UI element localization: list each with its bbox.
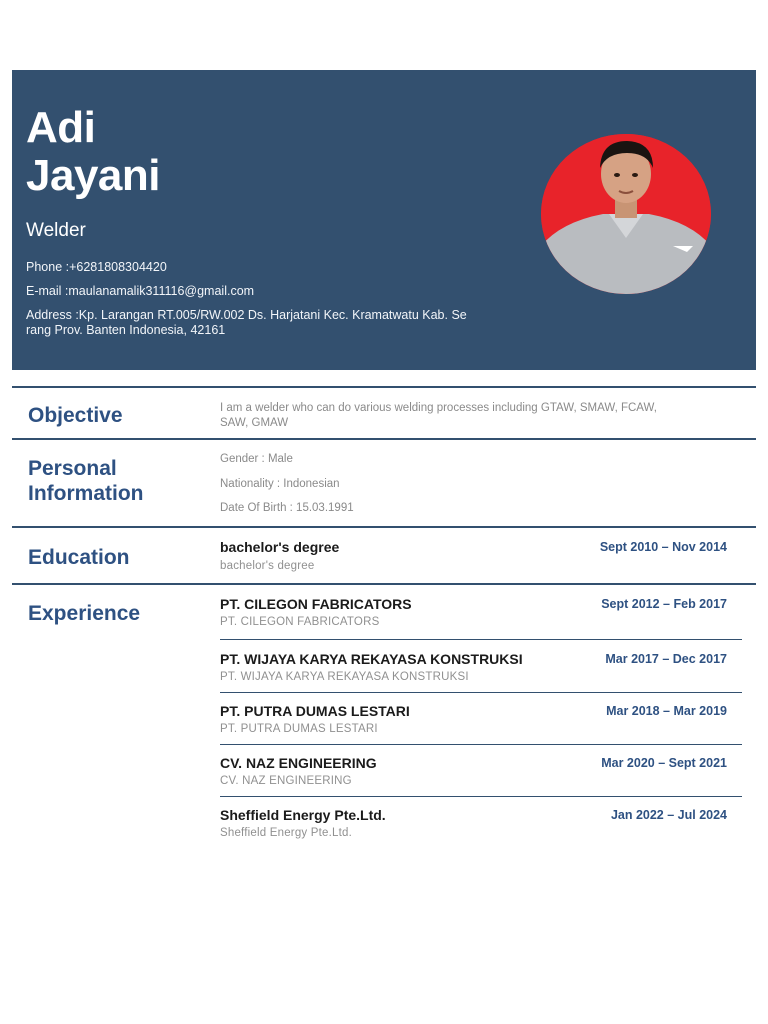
first-name: Adi bbox=[26, 103, 96, 152]
nationality-field: Nationality : Indonesian bbox=[220, 478, 340, 490]
experience-company-sub: PT. CILEGON FABRICATORS bbox=[220, 616, 380, 628]
experience-company: Sheffield Energy Pte.Ltd. bbox=[220, 807, 386, 823]
dob-field: Date Of Birth : 15.03.1991 bbox=[220, 502, 354, 514]
entry-divider bbox=[220, 744, 742, 745]
section-divider bbox=[12, 583, 756, 585]
section-divider bbox=[12, 438, 756, 440]
experience-company-sub: PT. PUTRA DUMAS LESTARI bbox=[220, 723, 378, 735]
experience-company: PT. CILEGON FABRICATORS bbox=[220, 596, 412, 612]
job-title: Welder bbox=[26, 220, 86, 241]
education-degree: bachelor's degree bbox=[220, 539, 340, 555]
phone-text: Phone :+6281808304420 bbox=[26, 260, 167, 274]
entry-divider bbox=[220, 796, 742, 797]
address-line-2: rang Prov. Banten Indonesia, 42161 bbox=[26, 323, 226, 337]
experience-company-sub: Sheffield Energy Pte.Ltd. bbox=[220, 827, 353, 839]
experience-company: PT. WIJAYA KARYA REKAYASA KONSTRUKSI bbox=[220, 651, 523, 667]
education-heading: Education bbox=[28, 546, 130, 569]
email-text: E-mail :maulanamalik311116@gmail.com bbox=[26, 284, 255, 298]
experience-company: PT. PUTRA DUMAS LESTARI bbox=[220, 703, 410, 719]
experience-company-sub: PT. WIJAYA KARYA REKAYASA KONSTRUKSI bbox=[220, 671, 469, 683]
personal-info-heading bbox=[28, 456, 144, 506]
objective-line-1: I am a welder who can do various welding processes including GTAW, SMAW, FCAW, bbox=[220, 402, 657, 414]
personal-heading-line-1: Personal bbox=[28, 457, 117, 480]
experience-company: CV. NAZ ENGINEERING bbox=[220, 755, 377, 771]
experience-dates: Mar 2020 – Sept 2021 bbox=[601, 756, 727, 770]
profile-photo bbox=[541, 134, 711, 294]
section-divider bbox=[12, 526, 756, 528]
education-degree-sub: bachelor's degree bbox=[220, 560, 315, 572]
address-line-1: Address :Kp. Larangan RT.005/RW.002 Ds. Harjatani Kec. Kramatwatu Kab. Se bbox=[26, 308, 467, 322]
education-dates: Sept 2010 – Nov 2014 bbox=[599, 540, 727, 554]
objective-heading: Objective bbox=[28, 404, 123, 427]
experience-dates: Jan 2022 – Jul 2024 bbox=[610, 808, 727, 822]
experience-dates: Mar 2018 – Mar 2019 bbox=[606, 704, 727, 718]
experience-dates: Sept 2012 – Feb 2017 bbox=[601, 597, 727, 611]
entry-divider bbox=[220, 692, 742, 693]
last-name: Jayani bbox=[26, 151, 160, 200]
gender-field: Gender : Male bbox=[220, 453, 293, 465]
experience-company-sub: CV. NAZ ENGINEERING bbox=[220, 775, 352, 787]
personal-heading-line-2: Information bbox=[28, 482, 144, 505]
section-divider bbox=[12, 386, 756, 388]
objective-line-2: SAW, GMAW bbox=[220, 417, 289, 429]
person-portrait-icon bbox=[541, 134, 711, 294]
resume-header bbox=[12, 70, 756, 370]
candidate-name bbox=[26, 104, 160, 200]
experience-heading: Experience bbox=[28, 602, 141, 625]
entry-divider bbox=[220, 639, 742, 640]
experience-dates: Mar 2017 – Dec 2017 bbox=[605, 652, 727, 666]
